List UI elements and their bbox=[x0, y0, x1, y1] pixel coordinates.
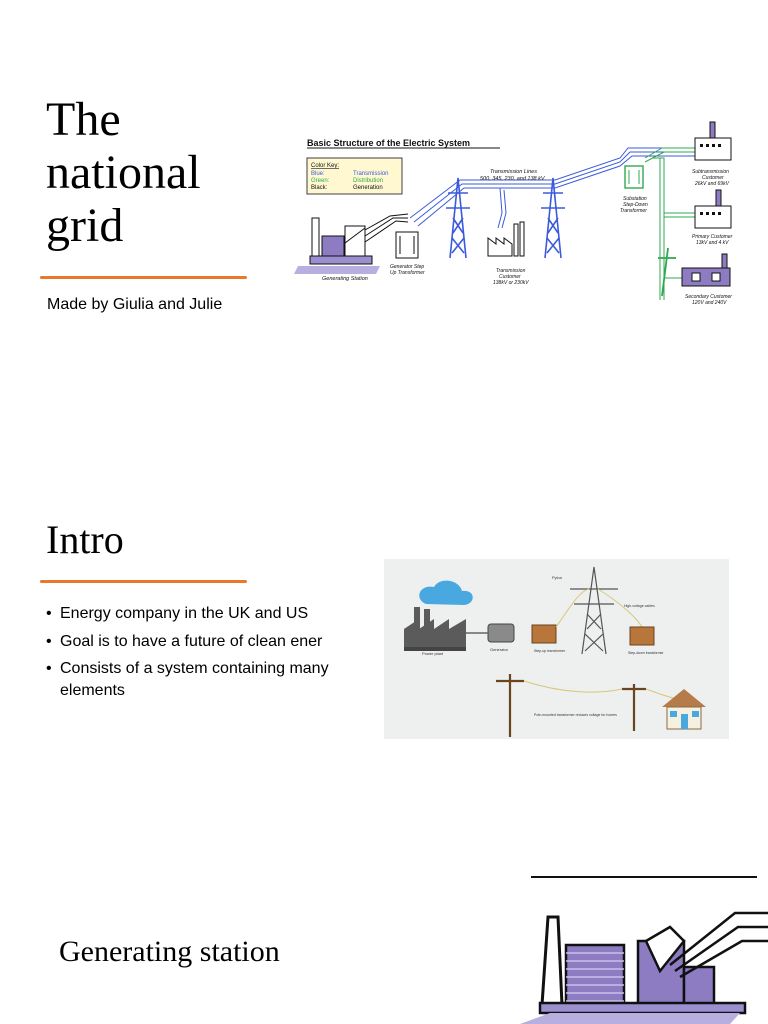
label-primary-2: 13kV and 4 kV bbox=[696, 240, 729, 246]
step-up-transformer-icon bbox=[396, 232, 418, 258]
step-down-transformer-icon bbox=[630, 627, 654, 645]
substation-transformer-icon bbox=[625, 166, 643, 188]
slide-2-title: Intro bbox=[46, 517, 124, 562]
electric-system-diagram bbox=[290, 118, 750, 318]
label-generating-station: Generating Station bbox=[322, 276, 368, 282]
label-step-up-1: Generator Step bbox=[390, 264, 425, 270]
label-pylon: Pylon bbox=[552, 575, 563, 580]
power-grid-illustration bbox=[384, 559, 729, 739]
label-generator: Generator bbox=[490, 647, 509, 652]
label-primary-1: Primary Customer bbox=[692, 234, 733, 240]
label-step-down: Step-down transformer bbox=[628, 651, 664, 655]
list-item: • Goal is to have a future of clean ener bbox=[46, 631, 336, 653]
label-step-up-2: Up Transformer bbox=[390, 270, 425, 276]
slide-1-subtitle: Made by Giulia and Julie bbox=[47, 296, 223, 313]
color-key-title: Color Key: bbox=[311, 163, 340, 169]
key-black-label: Black: bbox=[311, 185, 328, 191]
label-subtrans-3: 26kV and 69kV bbox=[695, 181, 729, 187]
label-secondary-2: 120V and 240V bbox=[692, 300, 727, 306]
slide-3-title: Generating station bbox=[59, 935, 280, 968]
key-green-value: Distribution bbox=[353, 178, 384, 184]
title-line-1: The bbox=[46, 93, 121, 146]
primary-customer-icon bbox=[695, 190, 731, 228]
label-secondary-1: Secondary Customer bbox=[685, 294, 732, 300]
step-up-transformer-icon bbox=[532, 625, 556, 643]
building-icon bbox=[566, 945, 624, 1007]
title-underline bbox=[40, 580, 247, 583]
label-substation-2: Step-Down bbox=[623, 202, 648, 208]
distribution-pole-icon bbox=[658, 248, 676, 296]
label-power-plant: Power plant bbox=[422, 651, 444, 656]
label-pole-note: Pole-mounted transformer reduces voltage for homes bbox=[534, 713, 617, 717]
title-line-3: grid bbox=[46, 198, 124, 252]
label-transmission-lines-1: Transmission Lines bbox=[490, 169, 537, 175]
list-item: • Consists of a system containing many elements bbox=[46, 658, 336, 701]
label-transmission-lines-2: 500, 345, 230, and 138 kV bbox=[480, 176, 545, 182]
label-step-up: Step-up transformer bbox=[534, 649, 566, 653]
label-subtrans-2: Customer bbox=[702, 175, 724, 181]
diagram-heading: Basic Structure of the Electric System bbox=[307, 138, 471, 148]
label-substation-3: Transformer bbox=[620, 208, 647, 214]
key-black-value: Generation bbox=[353, 185, 383, 191]
label-trans-customer-2: Customer bbox=[499, 274, 521, 280]
label-high-voltage: High-voltage cables bbox=[624, 604, 655, 608]
transmission-customer-icon bbox=[488, 222, 524, 256]
list-item: • Energy company in the UK and US bbox=[46, 603, 336, 625]
label-subtrans-1: Subtransmission bbox=[692, 169, 729, 175]
title-underline bbox=[40, 276, 247, 279]
subtransmission-customer-icon bbox=[695, 122, 731, 160]
title-line-2: national bbox=[46, 145, 201, 199]
label-substation-1: Substation bbox=[623, 196, 647, 202]
intro-bullet-list bbox=[46, 603, 336, 707]
label-trans-customer-3: 138kV or 230kV bbox=[493, 280, 529, 286]
label-trans-customer-1: Transmission bbox=[496, 268, 526, 274]
generating-station-icon bbox=[310, 218, 372, 264]
key-green-label: Green: bbox=[311, 178, 330, 184]
slide-1-title bbox=[46, 94, 201, 252]
key-blue-label: Blue: bbox=[311, 171, 325, 177]
pylon-icon bbox=[541, 178, 565, 258]
pylon-icon bbox=[446, 178, 470, 258]
key-blue-value: Transmission bbox=[353, 171, 389, 177]
generator-icon bbox=[488, 624, 514, 642]
generating-station-closeup bbox=[520, 905, 768, 1024]
top-rule bbox=[531, 876, 757, 878]
secondary-customer-icon bbox=[682, 254, 730, 286]
